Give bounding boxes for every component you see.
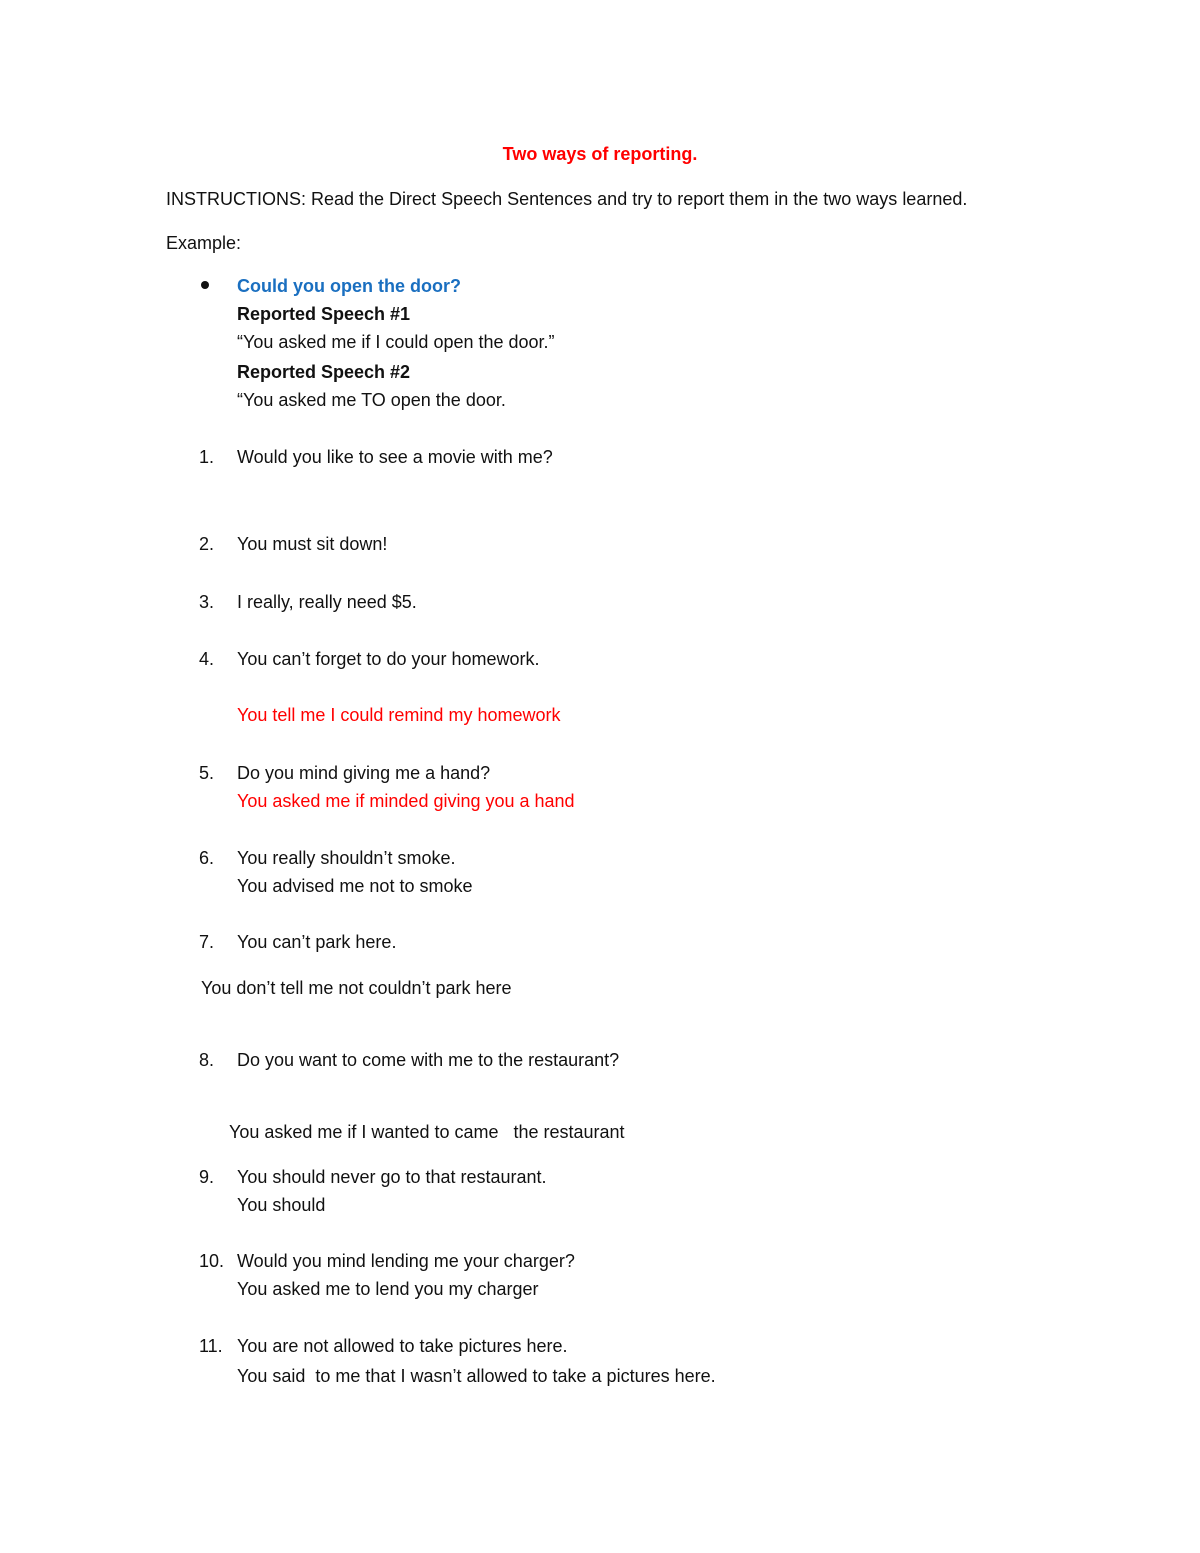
item-sentence: You are not allowed to take pictures here.: [237, 1336, 568, 1356]
item-sentence: You can’t park here.: [237, 932, 397, 952]
example-label: Example:: [166, 233, 242, 253]
item-number: 7.: [199, 932, 215, 952]
item-sentence: You should never go to that restaurant.: [237, 1167, 547, 1187]
item-number: 9.: [199, 1167, 215, 1187]
item-number: 3.: [199, 592, 215, 612]
item-sentence: Do you want to come with me to the restaurant?: [237, 1050, 620, 1070]
item-sentence: You can’t forget to do your homework.: [237, 649, 540, 669]
item-number: 10.: [199, 1251, 225, 1271]
item-number: 1.: [199, 447, 215, 467]
instructions-text: INSTRUCTIONS: Read the Direct Speech Sentences and try to report them in the two ways learned.: [166, 189, 968, 209]
item-number: 4.: [199, 649, 215, 669]
reported-speech-2-text: “You asked me TO open the door.: [237, 390, 506, 410]
item-sentence: You must sit down!: [237, 534, 388, 554]
item-sentence: You really shouldn’t smoke.: [237, 848, 456, 868]
item-answer: You asked me to lend you my charger: [237, 1279, 539, 1299]
item-sentence: Would you like to see a movie with me?: [237, 447, 553, 467]
item-answer: You advised me not to smoke: [237, 876, 473, 896]
item-number: 2.: [199, 534, 215, 554]
reported-speech-1-label: Reported Speech #1: [237, 304, 411, 324]
item-sentence: Would you mind lending me your charger?: [237, 1251, 575, 1271]
item-answer: You said to me that I wasn’t allowed to take a pictures here.: [237, 1366, 716, 1386]
reported-speech-1-text: “You asked me if I could open the door.”: [237, 332, 555, 352]
item-sentence: I really, really need $5.: [237, 592, 417, 612]
item-answer: You should: [237, 1195, 326, 1215]
bullet-icon: [201, 281, 209, 289]
item-answer: You don’t tell me not couldn’t park here: [201, 978, 512, 998]
page-title: Two ways of reporting.: [502, 144, 698, 164]
item-number: 6.: [199, 848, 215, 868]
item-number: 8.: [199, 1050, 215, 1070]
item-answer: You asked me if I wanted to came the restaurant: [229, 1122, 625, 1142]
example-question: Could you open the door?: [237, 276, 461, 296]
reported-speech-2-label: Reported Speech #2: [237, 362, 411, 382]
item-answer: You asked me if minded giving you a hand: [237, 791, 575, 811]
item-sentence: Do you mind giving me a hand?: [237, 763, 491, 783]
item-number: 5.: [199, 763, 215, 783]
item-answer: You tell me I could remind my homework: [237, 705, 561, 725]
item-number: 11.: [199, 1336, 223, 1356]
